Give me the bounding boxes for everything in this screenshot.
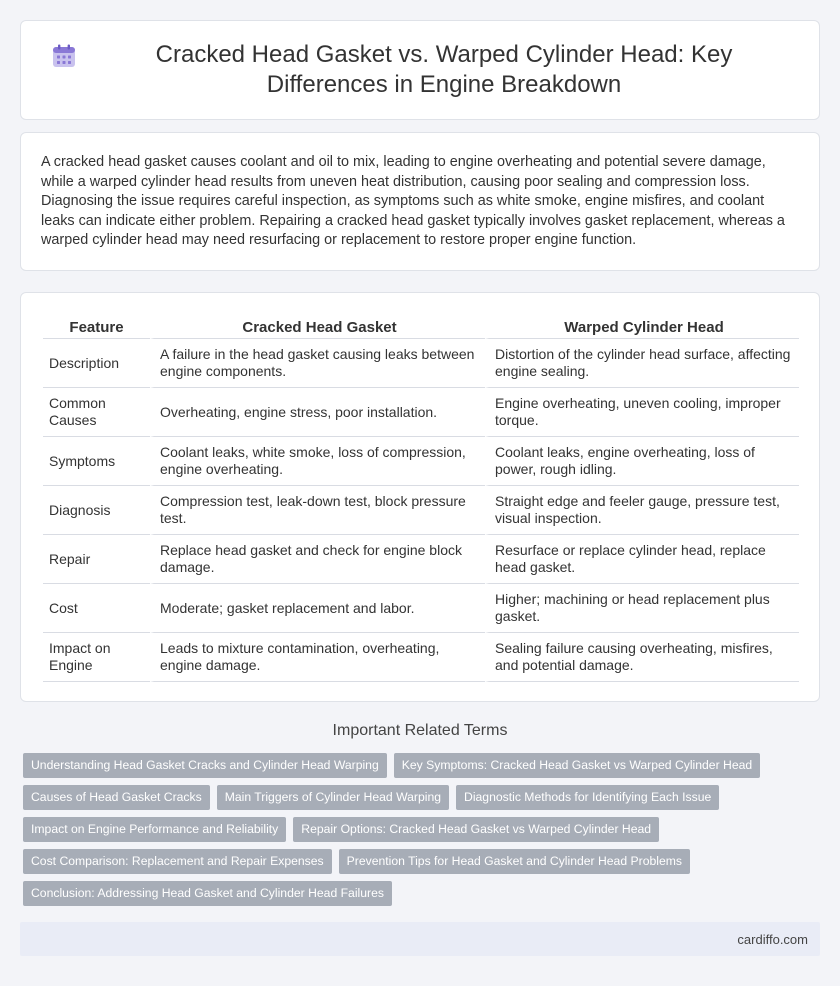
table-row [43, 437, 799, 486]
footer-site[interactable]: cardiffo.com [737, 931, 808, 947]
comparison-table [43, 315, 799, 682]
row-feature: Common Causes [43, 388, 150, 437]
row-feature: Repair [43, 535, 150, 584]
row-head-value: Sealing failure causing overheating, misfires, and potential damage. [485, 633, 799, 682]
row-gasket-value: Replace head gasket and check for engine block damage. [150, 535, 485, 584]
related-tag[interactable]: Impact on Engine Performance and Reliability [23, 817, 286, 842]
related-tag[interactable]: Diagnostic Methods for Identifying Each Issue [456, 785, 719, 810]
related-terms-section [20, 722, 820, 913]
related-terms-heading: Important Related Terms [332, 722, 508, 739]
row-feature: Description [43, 339, 150, 388]
related-tag[interactable]: Key Symptoms: Cracked Head Gasket vs Warped Cylinder Head [394, 753, 760, 778]
related-tag[interactable]: Causes of Head Gasket Cracks [23, 785, 210, 810]
row-feature: Diagnosis [43, 486, 150, 535]
header-warped-cylinder-head: Warped Cylinder Head [485, 315, 799, 339]
comparison-card [20, 292, 820, 702]
header-feature: Feature [43, 315, 150, 339]
table-row [43, 633, 799, 682]
row-feature: Impact on Engine [43, 633, 150, 682]
row-feature: Cost [43, 584, 150, 633]
table-header-row [43, 315, 799, 339]
table-row [43, 339, 799, 388]
related-tag[interactable]: Repair Options: Cracked Head Gasket vs Warped Cylinder Head [293, 817, 659, 842]
page-title: Cracked Head Gasket vs. Warped Cylinder Head: Key Differences in Engine Breakdown [155, 41, 733, 98]
row-head-value: Higher; machining or head replacement plus gasket. [485, 584, 799, 633]
row-gasket-value: Overheating, engine stress, poor installation. [150, 388, 485, 437]
table-row [43, 584, 799, 633]
related-tag[interactable]: Understanding Head Gasket Cracks and Cylinder Head Warping [23, 753, 387, 778]
row-head-value: Straight edge and feeler gauge, pressure test, visual inspection. [485, 486, 799, 535]
row-head-value: Resurface or replace cylinder head, replace head gasket. [485, 535, 799, 584]
table-row [43, 535, 799, 584]
row-head-value: Engine overheating, uneven cooling, improper torque. [485, 388, 799, 437]
related-tag[interactable]: Conclusion: Addressing Head Gasket and Cylinder Head Failures [23, 881, 392, 906]
title-card [20, 20, 820, 120]
header-cracked-head-gasket: Cracked Head Gasket [150, 315, 485, 339]
table-row [43, 486, 799, 535]
intro-card [20, 132, 820, 271]
table-row [43, 388, 799, 437]
calendar-icon [51, 43, 77, 69]
row-gasket-value: Moderate; gasket replacement and labor. [150, 584, 485, 633]
row-head-value: Coolant leaks, engine overheating, loss of power, rough idling. [485, 437, 799, 486]
related-tag[interactable]: Main Triggers of Cylinder Head Warping [217, 785, 449, 810]
related-tag[interactable]: Cost Comparison: Replacement and Repair Expenses [23, 849, 332, 874]
row-gasket-value: A failure in the head gasket causing leaks between engine components. [150, 339, 485, 388]
row-gasket-value: Compression test, leak-down test, block pressure test. [150, 486, 485, 535]
row-gasket-value: Coolant leaks, white smoke, loss of compression, engine overheating. [150, 437, 485, 486]
related-tag[interactable]: Prevention Tips for Head Gasket and Cylinder Head Problems [339, 849, 690, 874]
row-gasket-value: Leads to mixture contamination, overheating, engine damage. [150, 633, 485, 682]
intro-paragraph: A cracked head gasket causes coolant and oil to mix, leading to engine overheating and potential severe damage, while a warped cylinder head results from uneven heat distribution, causing poor sealing and compression loss. Diagnosing the issue requires careful inspection, as symptoms such as white smoke, engine misfires, and coolant leaks can indicate either problem. Repairing a cracked head gasket typically involves gasket replacement, whereas a warped cylinder head may need resurfacing or replacement to restore proper engine function. [41, 154, 785, 248]
related-terms-tags [20, 753, 820, 913]
row-head-value: Distortion of the cylinder head surface, affecting engine sealing. [485, 339, 799, 388]
footer [20, 922, 820, 956]
row-feature: Symptoms [43, 437, 150, 486]
title-wrap [51, 40, 789, 100]
